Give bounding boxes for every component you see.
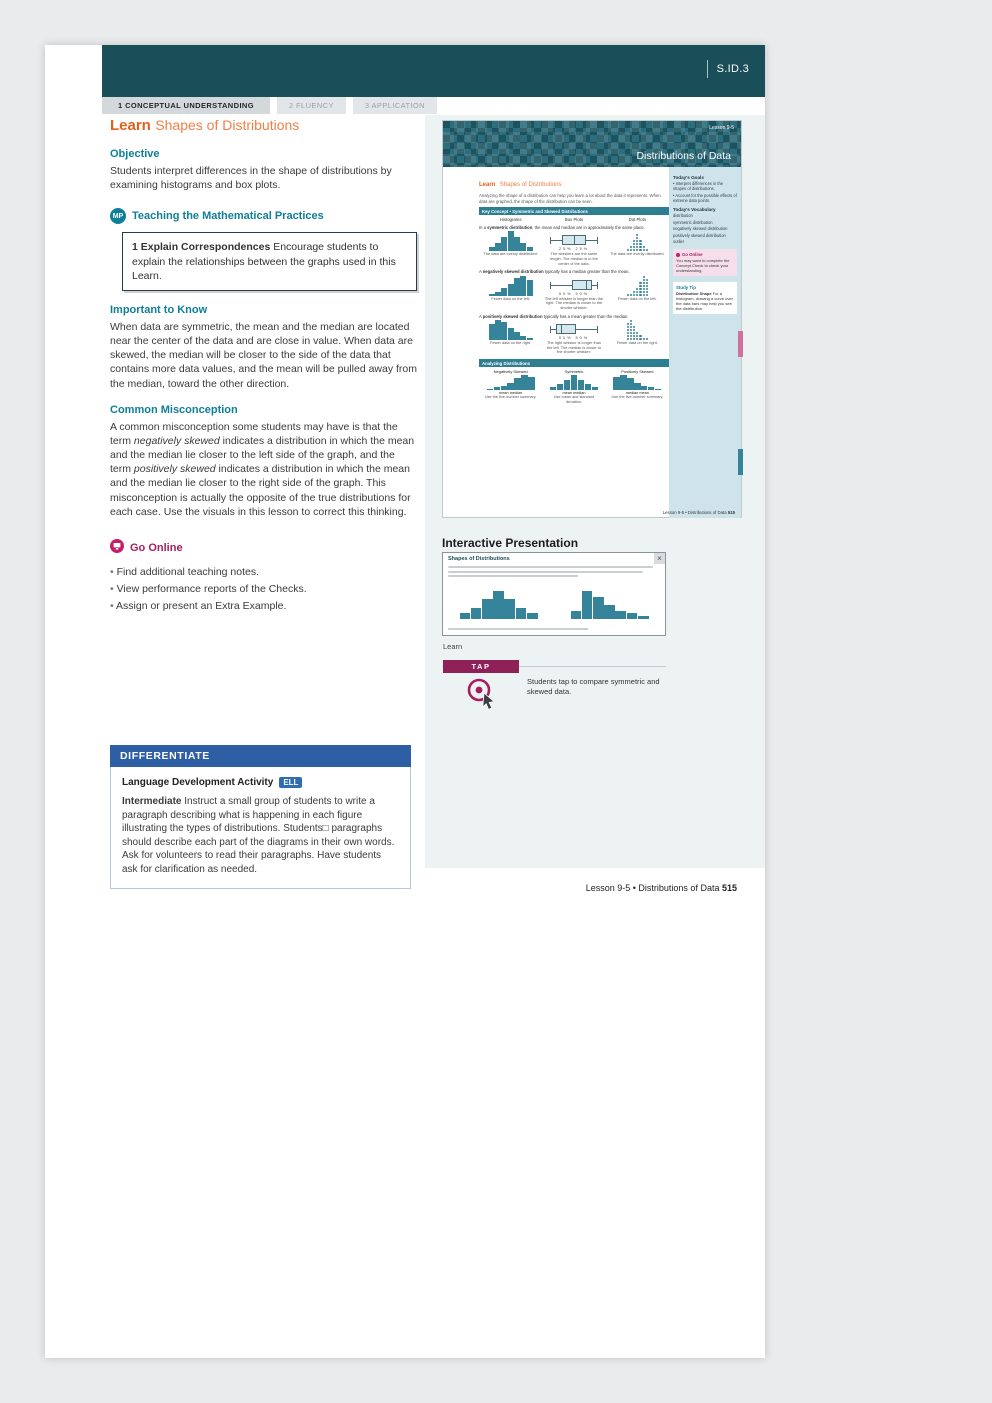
analyzing-negative: Negatively Skewed mean median Use the five-number summary. xyxy=(484,369,537,400)
student-learn-heading xyxy=(479,173,669,191)
teacher-notes-column xyxy=(110,117,417,617)
slide-right-histogram xyxy=(571,591,649,619)
go-online-icon xyxy=(110,539,124,558)
objective-body: Students interpret differences in the shape of distributions by examining histograms and box plots. xyxy=(110,165,392,192)
slide-title: Shapes of Distributions xyxy=(448,556,510,562)
student-page-header-mosaic xyxy=(443,121,741,167)
slide-text-line xyxy=(448,566,653,568)
teacher-edition-page xyxy=(45,45,765,1358)
tap-cursor-icon xyxy=(465,677,499,716)
vocab-item: outlier xyxy=(673,239,685,245)
key-concept-band: Key Concept • Symmetric and Skewed Distributions xyxy=(479,207,669,215)
ell-badge: ELL xyxy=(279,777,302,788)
negative-charts-row xyxy=(479,276,669,296)
objective-heading: Objective xyxy=(110,148,160,160)
go-online-bullet: • View performance reports of the Checks. xyxy=(110,583,417,595)
standards-people-icon xyxy=(670,61,698,78)
todays-vocabulary-heading: Today's Vocabulary xyxy=(673,206,716,212)
student-intro: Analyzing the shape of a distribution can help you learn a lot about the data it represents. When data are graphed, the shape of the distribution can be seen. xyxy=(479,193,661,204)
go-online-row xyxy=(110,539,417,558)
teaching-mp-heading: Teaching the Mathematical Practices xyxy=(132,210,324,223)
symmetric-row-lead: In a symmetric distribution, the mean and median are in approximately the same place. xyxy=(479,225,645,231)
go-online-bullets xyxy=(110,566,417,612)
student-page-panel xyxy=(425,115,765,868)
symmetric-histogram xyxy=(489,231,533,251)
todays-goals-heading: Today's Goals xyxy=(673,175,704,180)
page-footer: Lesson 9-5 • Distributions of Data 515 xyxy=(585,883,737,893)
slide-caption: Learn xyxy=(443,642,463,651)
mp-callout-text: 1 Explain Correspondences Encourage students to explain the relationships between the graphs used in this Learn. xyxy=(132,241,396,282)
positive-histogram xyxy=(489,320,533,340)
student-lesson-tag: Lesson 9-5 xyxy=(709,125,734,131)
symmetric-dot-plot xyxy=(606,231,669,251)
differentiate-header: DIFFERENTIATE xyxy=(110,745,411,767)
differentiate-body xyxy=(110,767,411,889)
vocab-item: distribution xyxy=(673,212,693,218)
student-page-main xyxy=(479,167,669,518)
differentiate-block xyxy=(110,745,411,889)
differentiate-title-row xyxy=(122,777,399,788)
vocab-item: positively skewed distribution xyxy=(673,232,726,238)
col-histograms: Histograms xyxy=(499,217,522,223)
student-page-thumbnail xyxy=(442,120,742,518)
study-tip-box: Study Tip Distribution Shape For a histogram, drawing a curve over the data bars may help you see the distribution. xyxy=(673,282,737,314)
differentiate-text: Intermediate Instruct a small group of students to write a paragraph describing what is happening in each figure illustrating the types of distributions. Students□ paragraphs should describe each part of the diagrams in their own words. Ask for volunteers to read their paragraphs. Have students ask for clarification as needed. xyxy=(122,796,395,875)
important-body: When data are symmetric, the mean and the median are located near the center of the data and are close in value. When data are skewed, the median will be closer to the side of the data that contains more data values, and the mean will be pulled away from the median, toward the other direction. xyxy=(110,320,418,390)
slide-text-line xyxy=(448,575,578,577)
negative-captions: Fewer data on the left. The left whisker is longer than the right. The median is closer to the shorter whisker. Fewer data on the left. xyxy=(491,295,657,311)
standard-code: S.ID.3 xyxy=(716,63,749,75)
negative-histogram xyxy=(489,276,533,296)
analyzing-negative-histogram xyxy=(487,375,535,390)
standard-chip xyxy=(670,60,749,78)
rigor-tabs xyxy=(102,97,437,114)
tap-badge: TAP xyxy=(443,660,519,673)
symmetric-charts-row xyxy=(479,231,669,251)
band-notch xyxy=(45,45,102,97)
col-box-plots: Box Plots xyxy=(564,217,584,223)
positive-charts-row xyxy=(479,320,669,340)
interactive-slide[interactable] xyxy=(442,552,666,636)
page-edge-tab-pink xyxy=(738,331,743,357)
tap-row xyxy=(465,677,687,716)
tab-fluency[interactable]: 2 FLUENCY xyxy=(277,97,346,114)
learn-label: Learn xyxy=(110,117,151,134)
activity-title: Language Development Activity xyxy=(122,777,274,788)
student-learn-label: Learn xyxy=(479,182,496,188)
student-learn-title: Shapes of Distributions xyxy=(499,182,562,188)
positive-box-plot xyxy=(548,322,600,336)
student-page-gutter xyxy=(443,167,479,518)
symmetric-captions: The data are evenly distributed. The whiskers are the same length. The median is in the center of the data. The data are evenly distributed. xyxy=(483,251,665,266)
positive-box-label: 50% 50% xyxy=(558,336,590,341)
analyzing-symmetric-histogram xyxy=(550,375,598,390)
analyzing-positive-histogram xyxy=(613,375,661,390)
page-edge-tab-teal xyxy=(738,449,743,475)
analyzing-row xyxy=(479,369,669,404)
student-page-title: Distributions of Data xyxy=(636,150,731,162)
goal-item: • Interpret differences in the shapes of distributions. xyxy=(673,181,737,191)
vocab-item: negatively skewed distribution xyxy=(673,226,728,232)
vocab-item: symmetric distribution xyxy=(673,219,713,225)
tab-conceptual-understanding[interactable]: 1 CONCEPTUAL UNDERSTANDING xyxy=(102,97,270,114)
misconception-heading: Common Misconception xyxy=(110,403,238,416)
important-heading: Important to Know xyxy=(110,303,208,316)
teaching-mp-row xyxy=(110,208,417,224)
positive-dot-plot xyxy=(606,320,669,340)
negative-box-label: 50% 50% xyxy=(558,291,590,296)
analyzing-symmetric: Symmetric mean median Use mean and standard deviation. xyxy=(542,369,605,404)
student-page-body xyxy=(443,167,741,518)
negative-row-lead: A negatively skewed distribution typically has a median greater than the mean. xyxy=(479,269,630,275)
analyzing-positive: Positively Skewed median mean Use the five-number summary. xyxy=(611,369,664,400)
learn-lesson-title: Shapes of Distributions xyxy=(155,117,300,133)
misconception-body: A common misconception some students may have is that the term negatively skewed indicates a distribution in which the mean and the median lie closer to the left side of the graph, and the term positively skewed indicates a distribution in which the mean and the median lie closer to the right side of the graph. This misconception is actually the opposite of the true distributions for each case. Use the visuals in this lesson to correct this thinking. xyxy=(110,420,415,518)
goal-item: • Account for the possible effects of extreme data points. xyxy=(673,193,737,203)
slide-charts xyxy=(443,589,665,619)
key-concept-columns xyxy=(479,217,669,222)
slide-text-line xyxy=(448,571,643,573)
go-online-callout: Go Online You may want to complete the Concept Check to check your understanding. xyxy=(673,249,737,276)
tab-application[interactable]: 3 APPLICATION xyxy=(353,97,437,114)
student-page-sidebar xyxy=(669,167,741,518)
go-online-heading: Go Online xyxy=(130,542,183,555)
mp-badge-icon: MP xyxy=(110,208,126,224)
col-dot-plots: Dot Plots xyxy=(628,217,647,223)
negative-dot-plot xyxy=(606,276,669,296)
chip-divider xyxy=(707,60,708,78)
symmetric-box-label: 25% 25% xyxy=(558,247,590,252)
tap-instruction: Students tap to compare symmetric and skewed data. xyxy=(527,677,660,697)
positive-row-lead: A positively skewed distribution typically has a mean greater than the median. xyxy=(479,313,629,319)
interactive-presentation-heading: Interactive Presentation xyxy=(442,536,579,550)
mp-callout-box xyxy=(122,232,417,291)
go-online-bullet: • Find additional teaching notes. xyxy=(110,566,417,578)
learn-heading xyxy=(110,117,417,135)
symmetric-box-plot xyxy=(548,233,600,247)
analyzing-band: Analyzing Distributions xyxy=(479,359,669,367)
go-online-bullet: • Assign or present an Extra Example. xyxy=(110,600,417,612)
negative-box-plot xyxy=(548,278,600,292)
student-page-footer: Lesson 9-5 • Distributions of Data 515 xyxy=(662,510,735,515)
top-band xyxy=(45,45,765,97)
close-icon[interactable]: × xyxy=(654,553,665,564)
go-online-mini-icon xyxy=(676,253,680,257)
slide-footer-line xyxy=(448,628,588,630)
positive-captions: Fewer data on the right. The right whisker is longer than the left. The median is closer to the shorter whisker. Fewer data on the right. xyxy=(490,340,658,355)
slide-left-histogram xyxy=(460,591,538,619)
